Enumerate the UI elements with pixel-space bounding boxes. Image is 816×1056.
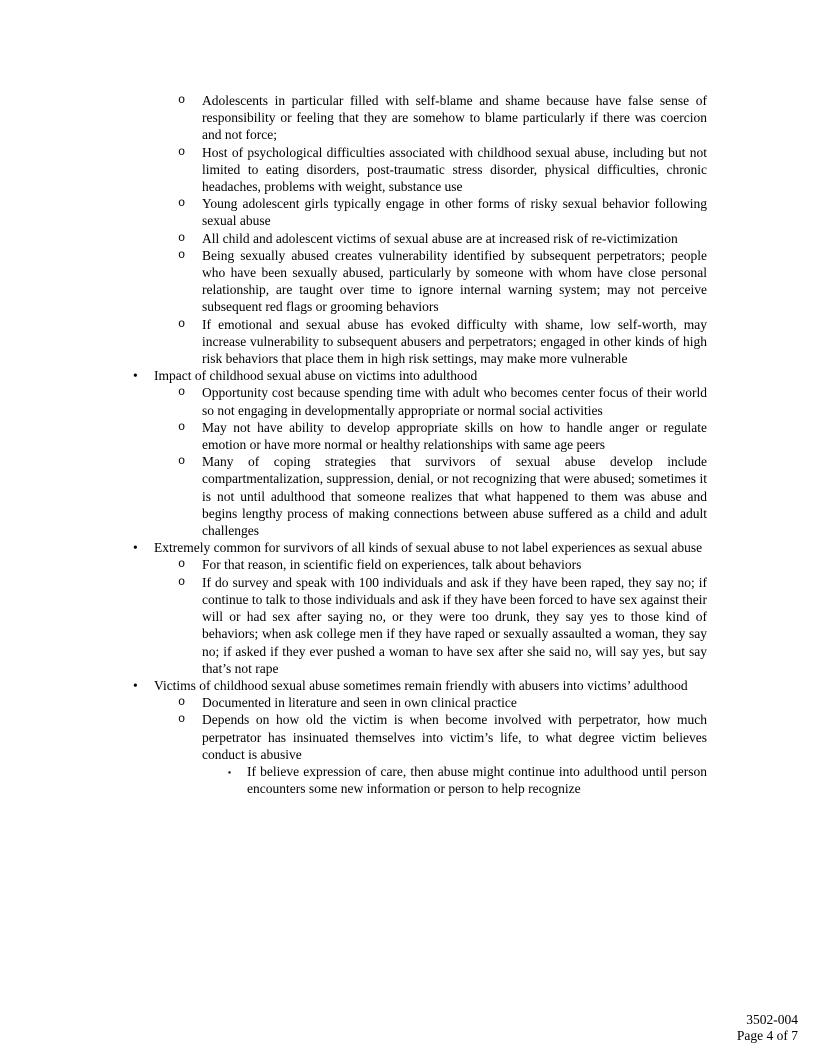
list-item-text: Documented in literature and seen in own clinical practice	[202, 695, 517, 711]
bullet-marker: o	[178, 247, 186, 262]
outline-list	[0, 92, 707, 797]
list-item-text: May not have ability to develop appropriate skills on how to handle anger or regulate emotion or have more normal or healthy relationships with same age peers	[202, 419, 707, 453]
list-item-text: Opportunity cost because spending time with adult who becomes center focus of their world so not engaging in developmentally appropriate or normal social activities	[202, 385, 707, 418]
bullet-marker: o	[178, 419, 186, 434]
list-item	[133, 539, 707, 556]
list-item	[178, 419, 707, 453]
page-number: Page 4 of 7	[736, 1027, 798, 1043]
list-item-text: Depends on how old the victim is when become involved with perpetrator, how much perpetrator has insinuated themselves into victim’s life, to what degree victim believes conduct is abusive	[202, 712, 707, 762]
bullet-marker: o	[178, 230, 186, 245]
bullet-marker: o	[178, 712, 186, 727]
list-item-text: If do survey and speak with 100 individuals and ask if they have been raped, they say no; if continue to talk to those individuals and ask if they have been forced to have sex against their will or had sex after saying no, or they were too drunk, they say yes to those kind of behaviors; when ask college men if they have raped or sexually assaulted a woman, they say no; if asked if they ever pushed a woman to have sex after she said no, will say yes, but say that’s not rape	[202, 574, 707, 676]
list-item-text: Extremely common for survivors of all kinds of sexual abuse to not label experiences as sexual abuse	[154, 540, 703, 556]
bullet-marker: o	[178, 574, 186, 589]
bullet-marker: o	[178, 695, 186, 710]
list-item	[178, 711, 707, 763]
list-item-text: Adolescents in particular filled with self-blame and shame because have false sense of responsibility or feeling that they are somehow to blame particularly if there was coercion and not force;	[202, 93, 707, 143]
bullet-marker: ▪	[228, 766, 232, 777]
bullet-marker: o	[178, 196, 186, 211]
list-item	[133, 677, 707, 694]
list-item-text: Many of coping strategies that survivors of sexual abuse develop include compartmentalization, suppression, denial, or not recognizing that were abused; sometimes it is not until adulthood that someone realizes that what happened to them was abuse and begins lengthy process of making connections between abuse suffered as a child and adult challenges	[202, 454, 707, 539]
list-item	[178, 144, 707, 196]
bullet-marker: •	[133, 540, 138, 556]
list-item-text: If believe expression of care, then abuse might continue into adulthood until person encounters some new information or person to help recognize	[247, 763, 707, 797]
list-item	[133, 367, 707, 384]
list-item	[178, 574, 707, 677]
list-item-text: If emotional and sexual abuse has evoked difficulty with shame, low self-worth, may increase vulnerability to subsequent abusers and perpetrators; engaged in other kinds of high risk behaviors that place them in high risk settings, may make more vulnerable	[202, 316, 707, 367]
bullet-marker: o	[178, 557, 186, 572]
bullet-marker: o	[178, 454, 186, 469]
list-item	[178, 230, 707, 247]
bullet-marker: o	[178, 144, 186, 159]
page-footer	[737, 1012, 798, 1043]
list-item	[178, 556, 707, 573]
list-item	[228, 763, 707, 797]
list-item	[178, 195, 707, 229]
list-item-text: Young adolescent girls typically engage in other forms of risky sexual behavior following sexual abuse	[202, 196, 707, 229]
list-item	[178, 453, 707, 539]
list-item-text: All child and adolescent victims of sexual abuse are at increased risk of re-victimization	[202, 230, 678, 246]
list-item-text: For that reason, in scientific field on experiences, talk about behaviors	[202, 557, 582, 573]
list-item	[178, 316, 707, 368]
bullet-marker: •	[133, 368, 138, 384]
list-item	[178, 694, 707, 711]
bullet-marker: o	[178, 316, 186, 331]
list-item-text: Impact of childhood sexual abuse on victims into adulthood	[154, 368, 478, 384]
bullet-marker: o	[178, 93, 186, 107]
doc-number: 3502-004	[746, 1012, 798, 1027]
bullet-marker: o	[178, 385, 186, 400]
list-item	[178, 384, 707, 418]
bullet-marker: •	[133, 677, 138, 693]
list-item-text: Victims of childhood sexual abuse sometimes remain friendly with abusers into victims’ adulthood	[154, 677, 688, 693]
list-item	[178, 247, 707, 316]
list-item	[178, 92, 707, 144]
list-item-text: Host of psychological difficulties associated with childhood sexual abuse, including but not limited to eating disorders, post-traumatic stress disorder, physical difficulties, chronic headaches, problems with weight, substance use	[202, 144, 707, 195]
list-item-text: Being sexually abused creates vulnerability identified by subsequent perpetrators; people who have been sexually abused, particularly by someone with whom have close personal relationship, are taught over time to ignore internal warning system; may not perceive subsequent red flags or grooming behaviors	[202, 247, 707, 315]
